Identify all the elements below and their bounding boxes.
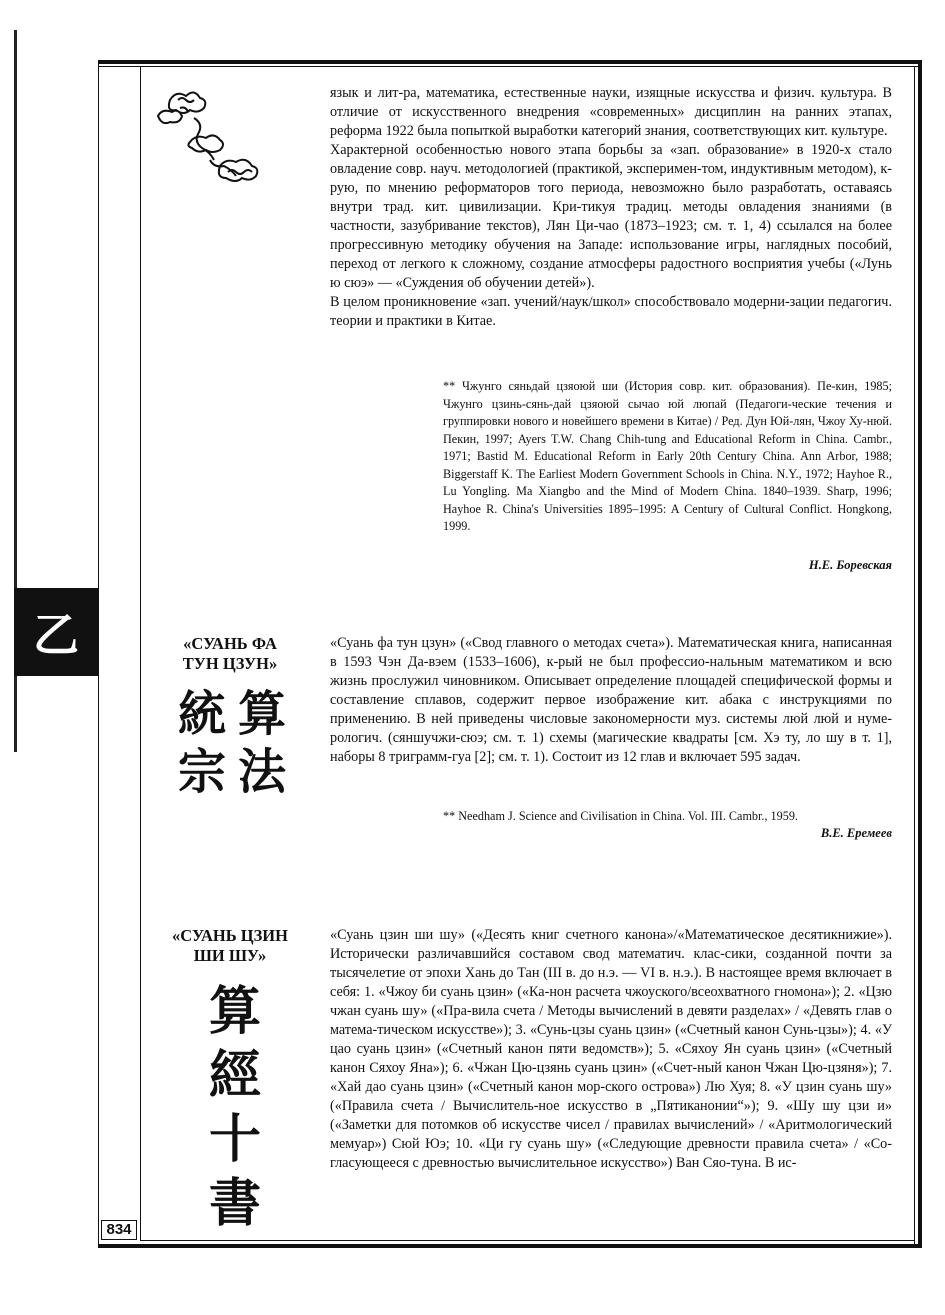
entry2-hanzi-char: 十 <box>208 1110 261 1170</box>
page-number: 834 <box>101 1220 137 1240</box>
page-frame <box>918 60 922 1248</box>
intro-paragraph-2: Характерной особенностью нового этапа борьбы за «зап. образование» в 1920-х стало овладение совр. науч. методологией (практикой, эксперимен-том, индуктивным методом), к-рую, по мнению реформаторов того периода, невозможно было разработать, оставаясь внутри трад. кит. цивилизации. Кри-тикуя традиц. методы овладения знаниями (в частности, зазубривание текстов), Лян Ци-чао (1873–1923; см. т. 1, 4) ссылался на более прогрессивную методику обучения на Западе: использование игры, наглядных пособий, переход от легкого к сложному, создание атмосферы радостного восприятия учебы («Лунь ю сюэ» — «Суждения об обучении детей»). <box>330 142 892 291</box>
entry1-hanzi-char: 宗 <box>177 744 226 800</box>
page-frame <box>140 1240 915 1241</box>
entry1-headword-line2: ТУН ЦЗУН» <box>182 654 278 673</box>
page-bleed-line <box>14 672 17 752</box>
thumb-index-glyph: 乙 <box>33 608 79 662</box>
entry1-hanzi-char: 法 <box>237 744 286 800</box>
page-frame <box>914 66 915 1244</box>
entry1-hanzi <box>172 685 292 805</box>
entry2-headword-line1: «СУАНЬ ЦЗИН <box>172 926 288 945</box>
page-frame <box>98 60 922 64</box>
intro-paragraph-3: В целом проникновение «зап. учений/наук/школ» способствовало модерни-зации педагогич. теории и практики в Китае. <box>330 294 892 329</box>
page-frame <box>98 66 922 67</box>
entry2-headword-line2: ШИ ШУ» <box>193 946 267 965</box>
entry2-hanzi <box>190 980 280 1236</box>
page-frame <box>98 60 99 1248</box>
page-frame <box>98 1244 922 1248</box>
entry2-headword <box>150 926 310 966</box>
intro-text <box>330 84 892 331</box>
entry2-body: «Суань цзин ши шу» («Десять книг счетного канона»/«Математическое десятикнижие»). Исторически различавшийся составом свод математич. клас-сики, созданной почти за тысячелетие от эпохи Хань до Тан (III в. до н.э. — VI в. н.э.). В настоящее время включает в себя: 1. «Чжоу би суань цзин» («Ка-нон расчета чжоуского/всеохватного гномона»); 2. «Цзю чжан суань шу» («Пра-вила счета / Методы вычислений в девяти разделах» / «Девять глав о матема-тическом искусстве»); 3. «Сунь-цзы суань цзин» («Счетный канон Сунь-цзы»); 4. «У цао суань цзин» («Счетный канон пяти ведомств»); 5. «Сяхоу Ян суань цзин» («Счетный канон Сяхоу Яна»); 6. «Чжан Цю-цзянь суань цзин» («Счет-ный канон Чжан Цю-цзяня»); 7. «Хай дао суань цзин» («Счетный канон мор-ского острова») Лю Хуя; 8. «У цзин суань шу» («Правила счета / Вычислитель-ное искусство в „Пятиканонии“»); 9. «Шу шу цзи и» («Заметки для потомков об искусстве чисел / правилах вычислений» / «Аритмологический мемуар») Сюй Юэ; 10. «Ци гу суань шу» («Следующие древности правила счета» / «Со-гласующееся с древностью вычислительное искусство») Ван Сяо-туна. В ис- <box>330 927 892 1171</box>
page-frame <box>140 66 141 1241</box>
entry2-hanzi-char: 書 <box>208 1174 261 1234</box>
entry1-author: В.Е. Еремеев <box>820 826 892 840</box>
entry1-body: «Суань фа тун цзун» («Свод главного о методах счета»). Математическая книга, написанная в 1593 Чэн Да-вэем (1533–1606), к-рый не был профессио-нальным математиком и всю жизнь прослужил чиновником. Описывает определение площадей специфической формы и составление сплавов, содержит первое изображение кит. абака с инструкциями по применению. В ней приведены числовые закономерности муз. системы люй люй и нуме-рологич. (сяншучжи-сюэ; см. т. 1) схемы (магические квадраты [см. Хэ ту, ло шу в т. 1], наборы 8 триграмм-гуа [2]; см. т. 1). Состоит из 12 глав и включает 595 задач. <box>330 635 892 765</box>
thumb-index-tab <box>14 588 98 676</box>
cloud-ornament-icon <box>150 82 270 200</box>
intro-bibliography: ** Чжунго сяньдай цзяоюй ши (История совр. кит. образования). Пе-кин, 1985; Чжунго цзинь-сянь-дай цзяоюй сычао юй люпай (Педагоги-ческие течения и группировки нового и новейшего времени в Китае) / Ред. Дун Юй-лян, Чжоу Ху-нюй. Пекин, 1997; Ayers T.W. Chang Chih-tung and Educational Reform in China. Cambr., 1971; Bastid M. Educational Reform in Early 20th Century China. Ann Arbor, 1988; Biggerstaff K. The Earliest Modern Government Schools in China. N.Y., 1972; Hayhoe R., Lu Yongling. Ma Xiangbo and the Mind of Modern China. 1840–1939. Sharp, 1996; Hayhoe R. China's Universities 1895–1995: A Century of Cultural Conflict. Hongkong, 1999. <box>443 379 892 533</box>
intro-author: Н.Е. Боревская <box>808 558 892 572</box>
entry2-hanzi-char: 經 <box>208 1046 261 1106</box>
intro-paragraph-1: язык и лит-ра, математика, естественные науки, изящные искусства и физич. культура. В отличие от искусственного внедрения «современных» дисциплин на ранних этапах, реформа 1922 была попыткой выработки категорий знания, соответствующих кит. культуре. <box>330 85 892 139</box>
entry1-hanzi-char: 算 <box>237 686 286 742</box>
entry1-hanzi-char: 統 <box>177 686 226 742</box>
entry1-headword-line1: «СУАНЬ ФА <box>183 634 277 653</box>
entry2-hanzi-char: 算 <box>208 982 261 1042</box>
page-bleed-line <box>14 30 17 610</box>
entry1-bibliography: ** Needham J. Science and Civilisation in China. Vol. III. Cambr., 1959. <box>443 809 798 823</box>
entry1-headword <box>150 634 310 674</box>
